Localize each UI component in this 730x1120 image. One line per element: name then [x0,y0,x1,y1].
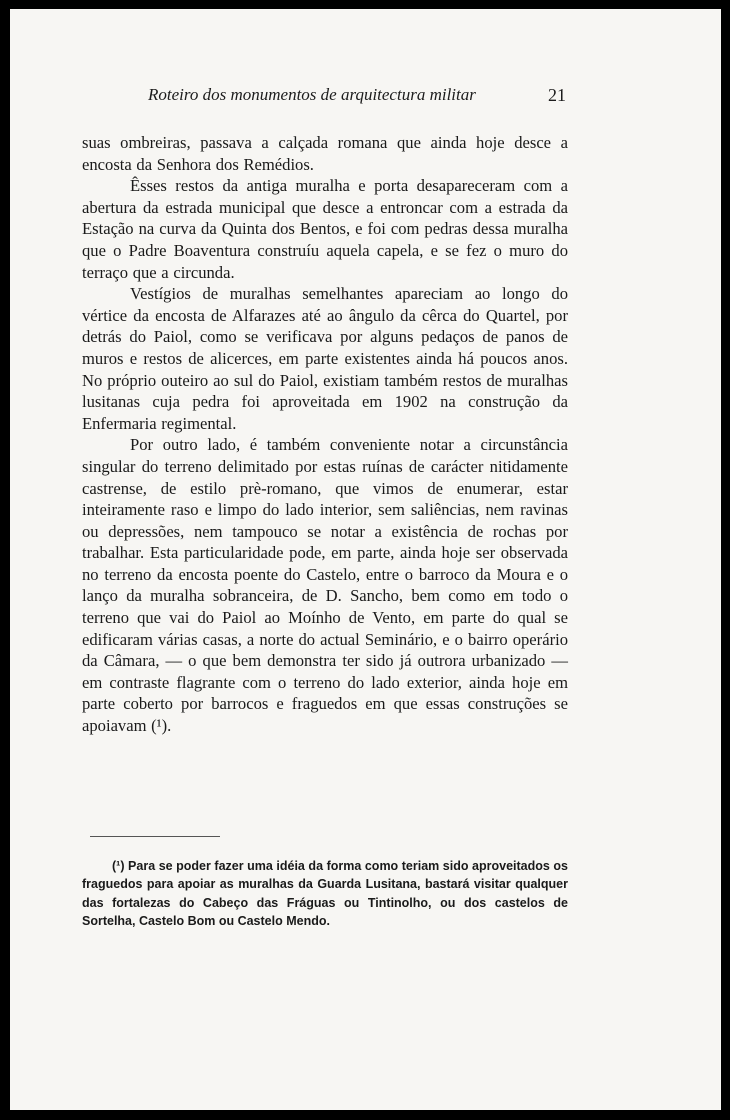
paragraph: Por outro lado, é também conveniente notar a circunstância singular do terreno delimitado por estas ruínas de carácter nitidamente castrense, de estilo prè-romano, que vimos de enumerar, estar inteiramente raso e limpo do lado interior, sem saliências, nem ravinas ou depressões, nem tampouco se notar a existência de rochas por trabalhar. Esta particularidade pode, em parte, ainda hoje ser observada no terreno da encosta poente do Castelo, entre o barroco da Moura e o lanço da muralha sobranceira, de D. Sancho, bem como em todo o terreno que vai do Paiol ao Moínho de Vento, em parte do qual se edificaram várias casas, a norte do actual Seminário, e o bairro operário da Câmara, — o que bem demonstra ter sido já outrora urbanizado — em contraste flagrante com o terreno do lado exterior, ainda hoje em parte coberto por barrocos e fraguedos em que essas construções se apoiavam (¹). [82,435,568,736]
footnotes [82,857,568,931]
paragraph: suas ombreiras, passava a calçada romana que ainda hoje desce a encosta da Senhora dos Remédios. [82,133,568,174]
page-number: 21 [548,85,566,105]
footnote: (¹) Para se poder fazer uma idéia da forma como teriam sido aproveitados os fraguedos para apoiar as muralhas da Guarda Lusitana, bastará visitar qualquer das fortalezas do Cabeço das Fráguas ou Tintinolho, ou dos castelos de Sortelha, Castelo Bom ou Castelo Mendo. [82,859,568,929]
running-title: Roteiro dos monumentos de arquitectura militar [148,85,476,104]
paragraph: Êsses restos da antiga muralha e porta desapareceram com a abertura da estrada municipal que desce a entroncar com a estrada da Estação na curva da Quinta dos Bentos, e foi com pedras dessa muralha que o Padre Boaventura construíu aquela capela, e se fez o muro do terraço que a circunda. [82,176,568,282]
body-text [82,132,568,737]
book-page [10,9,721,1110]
running-head [90,85,568,109]
footnote-divider [90,836,220,837]
paragraph: Vestígios de muralhas semelhantes apareciam ao longo do vértice da encosta de Alfarazes até ao ângulo da cêrca do Quartel, por detrás do Paiol, como se verificava por alguns pedaços de panos de muros e restos de alicerces, em parte existentes ainda há poucos anos. No próprio outeiro ao sul do Paiol, existiam também restos de muralhas lusitanas cuja pedra foi aproveitada em 1902 na construção da Enfermaria regimental. [82,284,568,433]
